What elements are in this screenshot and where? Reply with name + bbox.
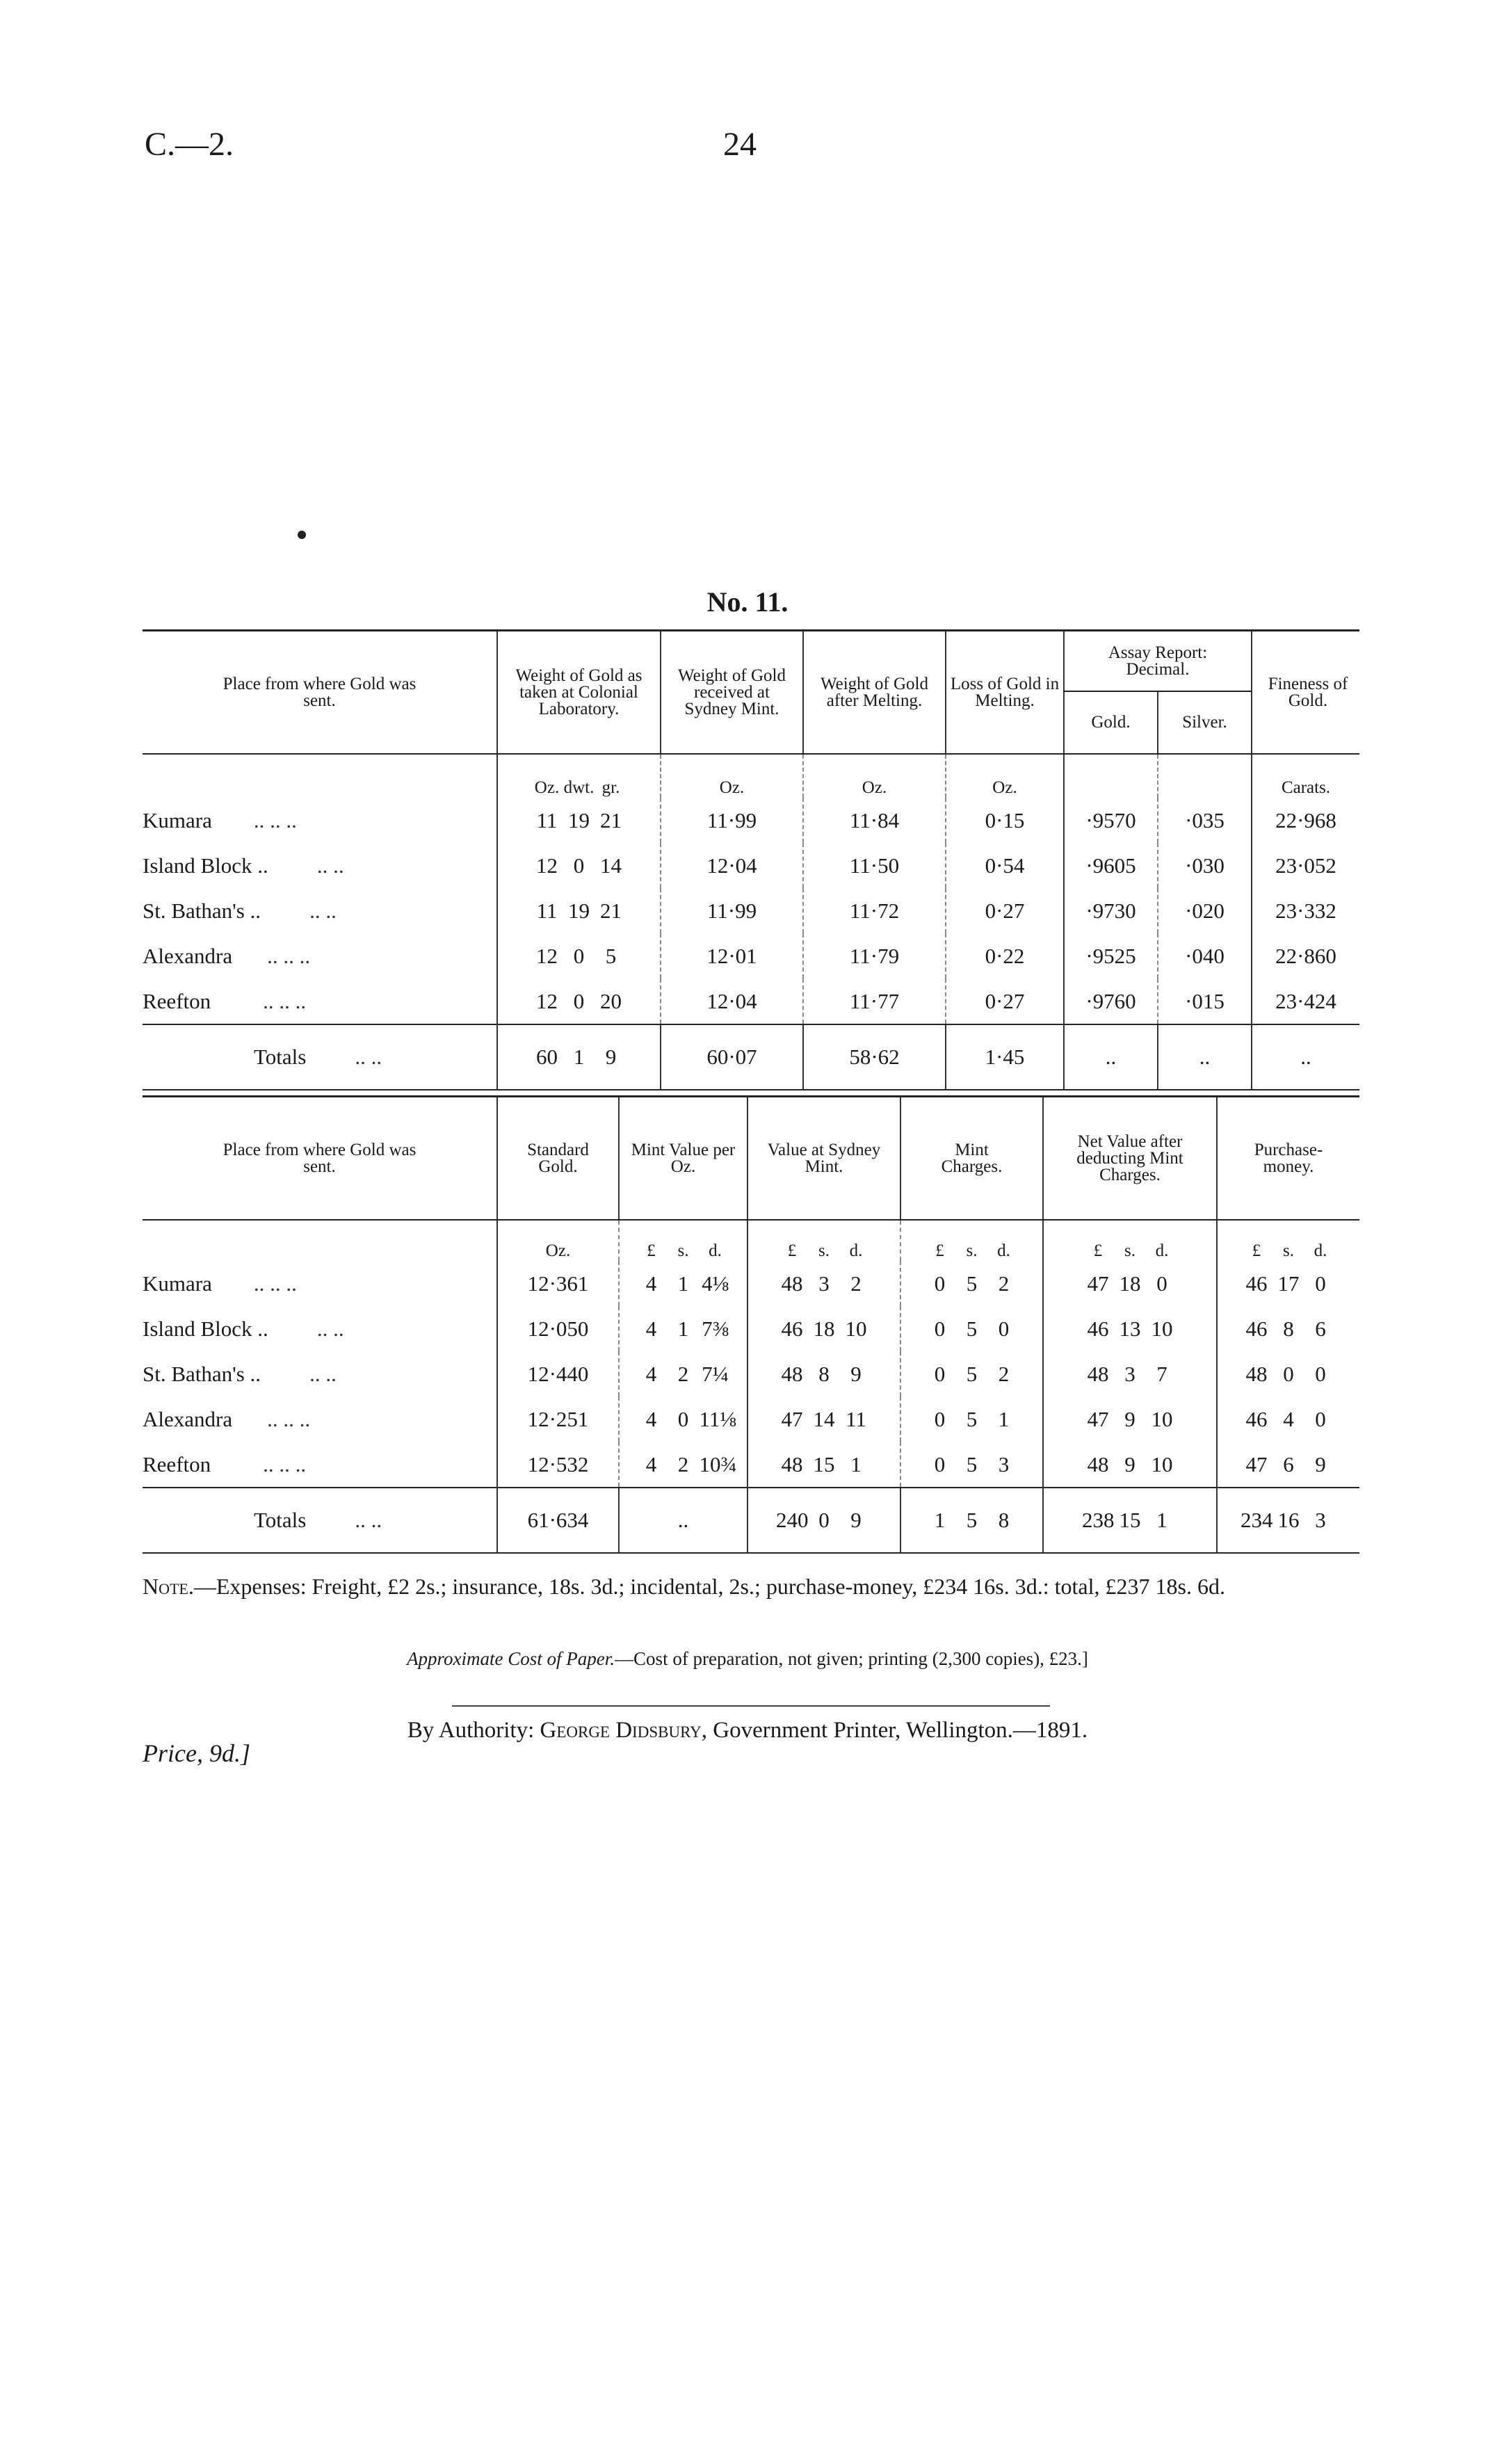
price: Price, 9d.]	[143, 1739, 250, 1767]
header-after-melting: Weight of Gold after Melting.	[821, 674, 928, 710]
leader-dots: .. .. ..	[263, 988, 307, 1013]
unit-shilling: s.	[818, 1241, 830, 1260]
header-place: Place from where Gold was sent.	[223, 674, 417, 710]
cell-loss: 0·22	[946, 933, 1064, 979]
total-pound: 234	[1241, 1508, 1273, 1532]
cell-gr: 14	[600, 853, 622, 878]
cell-shilling: 3	[818, 1271, 830, 1296]
total-pound: 240	[776, 1508, 809, 1532]
cell-assay-gold: ·9525	[1064, 933, 1158, 979]
table-row	[143, 1396, 1359, 1442]
cell-shilling: 8	[1283, 1316, 1294, 1341]
unit-pound: £	[787, 1241, 797, 1260]
table-row	[143, 888, 1359, 933]
cell-loss: 0·54	[946, 843, 1064, 888]
cell-shilling: 5	[966, 1361, 978, 1386]
cell-pence: 6	[1315, 1316, 1326, 1341]
header-mint-value: Mint Value per Oz.	[631, 1140, 736, 1176]
cell-fineness: 23·424	[1252, 979, 1359, 1024]
total-assay-gold: ..	[1064, 1024, 1158, 1090]
cell-oz: 11	[536, 898, 558, 923]
total-after: 58·62	[803, 1024, 946, 1090]
cell-shilling: 5	[966, 1271, 978, 1296]
table-row	[143, 933, 1359, 979]
row-place: St. Bathan's ..	[143, 898, 261, 923]
cell-pence: 1	[850, 1451, 862, 1476]
cell-after: 11·79	[803, 933, 946, 979]
leader-dots: .. ..	[316, 1316, 344, 1341]
cell-pound: 0	[934, 1406, 946, 1431]
cell-pence: 0	[998, 1316, 1010, 1341]
cell-loss: 0·27	[946, 979, 1064, 1024]
approx-text: —Cost of preparation, not given; printing (2,300 copies), £23.]	[615, 1648, 1088, 1669]
cell-dwt: 0	[573, 988, 585, 1013]
cell-pence: 2	[998, 1271, 1010, 1296]
cell-pound: 4	[645, 1451, 657, 1476]
totals-label: Totals	[254, 1508, 307, 1532]
table-row	[143, 843, 1359, 888]
cell-shilling: 2	[677, 1451, 689, 1476]
cell-standard: 12·440	[497, 1351, 619, 1396]
authority-suffix: , Government Printer, Wellington.—1891.	[701, 1718, 1088, 1743]
cell-after: 11·77	[803, 979, 946, 1024]
cell-pence: 10¾	[699, 1451, 737, 1476]
total-shilling: 15	[1119, 1508, 1141, 1532]
unit-shilling: s.	[677, 1241, 689, 1260]
cell-assay-silver: ·020	[1158, 888, 1252, 933]
document-series: C.—2.	[145, 126, 234, 163]
unit-pound: £	[935, 1241, 944, 1260]
cell-pence: 0	[1315, 1271, 1326, 1296]
cell-shilling: 18	[813, 1316, 835, 1341]
header-mint-charges: Mint Charges.	[941, 1140, 1003, 1176]
cell-shilling: 1	[677, 1271, 689, 1296]
total-assay-silver: ..	[1158, 1024, 1252, 1090]
header-net-value: Net Value after deducting Mint Charges.	[1076, 1132, 1183, 1184]
cell-shilling: 18	[1119, 1271, 1141, 1296]
cell-pound: 4	[645, 1406, 657, 1431]
cell-shilling: 0	[1283, 1361, 1294, 1386]
total-pence: 3	[1315, 1508, 1326, 1532]
unit-pound: £	[1093, 1241, 1103, 1260]
header-place: Place from where Gold was sent.	[223, 1140, 417, 1176]
table-row	[143, 798, 1359, 843]
unit-oz: Oz.	[803, 754, 946, 798]
cell-pound: 0	[934, 1451, 946, 1476]
unit-pound: £	[1252, 1241, 1261, 1260]
cell-loss: 0·15	[946, 798, 1064, 843]
unit-pence: d.	[997, 1241, 1010, 1260]
unit-pound: £	[647, 1241, 656, 1260]
cell-pound: 47	[1087, 1406, 1109, 1431]
cell-pound: 4	[645, 1361, 657, 1386]
table-title: No. 11.	[706, 586, 789, 618]
cell-shilling: 3	[1124, 1361, 1136, 1386]
unit-carats: Carats.	[1252, 754, 1359, 798]
row-place: Alexandra	[143, 1406, 233, 1431]
total-pence: 8	[998, 1508, 1010, 1532]
printer-name: George Didsbury	[540, 1718, 702, 1743]
total-oz: 60	[536, 1045, 558, 1069]
cell-pound: 46	[1087, 1316, 1109, 1341]
unit-pence: d.	[849, 1241, 863, 1260]
cell-shilling: 1	[677, 1316, 689, 1341]
approx-label: Approximate Cost of Paper.	[407, 1648, 615, 1669]
cell-pence: 10	[1151, 1316, 1173, 1341]
cell-pound: 48	[1087, 1451, 1109, 1476]
cell-assay-silver: ·040	[1158, 933, 1252, 979]
table-row	[143, 1442, 1359, 1488]
cell-sydney: 12·04	[661, 843, 803, 888]
cell-pound: 47	[1245, 1451, 1268, 1476]
cell-pound: 47	[781, 1406, 803, 1431]
header-purchase-money: Purchase-money.	[1254, 1140, 1323, 1176]
cell-pence: 1	[998, 1406, 1010, 1431]
total-pence: 1	[1156, 1508, 1167, 1532]
cell-gr: 20	[600, 988, 622, 1013]
table-row	[143, 1261, 1359, 1306]
totals-label: Totals	[254, 1045, 307, 1069]
cell-shilling: 15	[813, 1451, 835, 1476]
unit-shilling: s.	[966, 1241, 978, 1260]
cell-shilling: 0	[677, 1406, 689, 1431]
cell-pence: 9	[850, 1361, 862, 1386]
row-place: Reefton	[143, 1451, 211, 1476]
totals-row	[143, 1488, 1359, 1553]
ink-spot	[298, 531, 306, 539]
cell-assay-silver: ·030	[1158, 843, 1252, 888]
divider-rule	[452, 1705, 1050, 1707]
cell-sydney: 12·04	[661, 979, 803, 1024]
unit-gr: gr.	[601, 778, 620, 797]
total-fineness: ..	[1252, 1024, 1359, 1090]
expenses-note	[143, 1573, 1356, 1600]
table-row	[143, 979, 1359, 1024]
header-sydney-weight: Weight of Gold received at Sydney Mint.	[678, 666, 786, 718]
cell-pound: 48	[781, 1361, 803, 1386]
header-loss-melting: Loss of Gold in Melting.	[950, 674, 1060, 710]
header-colonial-weight: Weight of Gold as taken at Colonial Laboratory.	[515, 666, 643, 718]
cell-pound: 47	[1087, 1271, 1109, 1296]
cell-shilling: 9	[1124, 1406, 1136, 1431]
cell-sydney: 11·99	[661, 888, 803, 933]
cell-oz: 12	[536, 853, 558, 878]
cell-after: 11·84	[803, 798, 946, 843]
cell-assay-gold: ·9730	[1064, 888, 1158, 933]
cell-pence: 2	[850, 1271, 862, 1296]
cell-assay-gold: ·9570	[1064, 798, 1158, 843]
cell-pound: 48	[781, 1451, 803, 1476]
unit-oz: Oz.	[497, 1220, 619, 1261]
header-assay-report: Assay Report: Decimal.	[1108, 643, 1208, 679]
cell-after: 11·50	[803, 843, 946, 888]
cell-shilling: 4	[1283, 1406, 1294, 1431]
cell-pence: 4⅛	[702, 1271, 729, 1296]
cell-shilling: 2	[677, 1361, 689, 1386]
row-place: Island Block ..	[143, 853, 268, 878]
unit-oz: Oz.	[946, 754, 1064, 798]
cell-standard: 12·050	[497, 1306, 619, 1351]
cell-pence: 10	[1151, 1451, 1173, 1476]
total-shilling: 0	[818, 1508, 830, 1532]
cell-pound: 46	[1245, 1316, 1268, 1341]
cell-shilling: 5	[966, 1451, 978, 1476]
cell-pence: 10	[845, 1316, 867, 1341]
leader-dots: .. .. ..	[267, 1406, 311, 1431]
cell-pound: 48	[781, 1271, 803, 1296]
total-loss: 1·45	[946, 1024, 1064, 1090]
cell-gr: 21	[600, 807, 622, 832]
total-standard: 61·634	[497, 1488, 619, 1553]
cell-pound: 48	[1087, 1361, 1109, 1386]
totals-row	[143, 1024, 1359, 1090]
header-assay-silver: Silver.	[1158, 691, 1252, 754]
table1-body	[143, 798, 1359, 1090]
leader-dots: .. .. ..	[253, 1271, 297, 1296]
page-number: 24	[723, 126, 757, 163]
cell-dwt: 0	[573, 943, 585, 968]
total-gr: 9	[605, 1045, 617, 1069]
cell-pence: 2	[998, 1361, 1010, 1386]
cell-pence: 0	[1315, 1406, 1326, 1431]
row-place: St. Bathan's ..	[143, 1361, 261, 1386]
row-place: Reefton	[143, 988, 211, 1013]
leader-dots: .. ..	[316, 853, 344, 878]
cell-pence: 10	[1151, 1406, 1173, 1431]
cell-shilling: 17	[1277, 1271, 1300, 1296]
cell-fineness: 22·860	[1252, 933, 1359, 979]
cell-fineness: 22·968	[1252, 798, 1359, 843]
total-pound: 238	[1082, 1508, 1115, 1532]
cell-dwt: 0	[573, 853, 585, 878]
cell-shilling: 13	[1119, 1316, 1141, 1341]
note-text: —Expenses: Freight, £2 2s.; insurance, 18s. 3d.; incidental, 2s.; purchase-money, £234 16s. 3d.: total, £237 18s. 6d.	[193, 1574, 1225, 1599]
cell-pound: 4	[645, 1316, 657, 1341]
cell-pence: 7	[1156, 1361, 1167, 1386]
cell-sydney: 12·01	[661, 933, 803, 979]
cell-dwt: 19	[568, 807, 590, 832]
cell-shilling: 9	[1124, 1451, 1136, 1476]
header-value-sydney: Value at Sydney Mint.	[767, 1140, 881, 1176]
unit-pence: d.	[709, 1241, 722, 1260]
cell-sydney: 11·99	[661, 798, 803, 843]
cell-gr: 5	[605, 943, 617, 968]
cell-after: 11·72	[803, 888, 946, 933]
gold-weight-table	[143, 629, 1359, 1090]
leader-dots: .. ..	[309, 898, 337, 923]
row-place: Kumara	[143, 1271, 212, 1296]
cell-pound: 0	[934, 1271, 946, 1296]
unit-shilling: s.	[1283, 1241, 1294, 1260]
cell-assay-gold: ·9760	[1064, 979, 1158, 1024]
total-pence: 9	[850, 1508, 862, 1532]
cell-shilling: 5	[966, 1406, 978, 1431]
total-dwt: 1	[573, 1045, 585, 1069]
leader-dots: .. ..	[355, 1045, 382, 1069]
table-row	[143, 1351, 1359, 1396]
cell-assay-silver: ·015	[1158, 979, 1252, 1024]
row-place: Island Block ..	[143, 1316, 268, 1341]
cell-standard: 12·251	[497, 1396, 619, 1442]
cell-assay-gold: ·9605	[1064, 843, 1158, 888]
cell-oz: 11	[536, 807, 558, 832]
cell-standard: 12·361	[497, 1261, 619, 1306]
cell-pence: 0	[1315, 1361, 1326, 1386]
cell-pence: 9	[1315, 1451, 1326, 1476]
cell-pound: 48	[1245, 1361, 1268, 1386]
cell-shilling: 14	[813, 1406, 835, 1431]
authority-prefix: By Authority:	[407, 1718, 540, 1743]
unit-pence: d.	[1155, 1241, 1169, 1260]
cell-assay-silver: ·035	[1158, 798, 1252, 843]
header-assay-gold: Gold.	[1064, 691, 1158, 754]
cell-pound: 46	[1245, 1406, 1268, 1431]
cell-standard: 12·532	[497, 1442, 619, 1488]
cell-fineness: 23·052	[1252, 843, 1359, 888]
row-place: Alexandra	[143, 943, 233, 968]
note-label: Note.	[143, 1574, 194, 1599]
cell-pence: 7¼	[702, 1361, 729, 1386]
cell-oz: 12	[536, 943, 558, 968]
leader-dots: .. .. ..	[267, 943, 311, 968]
total-sydney: 60·07	[661, 1024, 803, 1090]
leader-dots: .. .. ..	[253, 807, 297, 832]
cell-gr: 21	[600, 898, 622, 923]
unit-oz: Oz.	[661, 754, 803, 798]
cell-pence: 7⅜	[702, 1316, 729, 1341]
unit-pence: d.	[1314, 1241, 1327, 1260]
table2-body	[143, 1261, 1359, 1553]
cell-pound: 4	[645, 1271, 657, 1296]
unit-oz: Oz.	[534, 778, 560, 797]
approx-cost	[0, 1648, 1495, 1670]
unit-shilling: s.	[1124, 1241, 1136, 1260]
unit-dwt: dwt.	[563, 778, 595, 797]
table-row	[143, 1306, 1359, 1351]
leader-dots: .. .. ..	[263, 1451, 307, 1476]
cell-shilling: 8	[818, 1361, 830, 1386]
cell-pound: 46	[781, 1316, 803, 1341]
total-shilling: 5	[966, 1508, 978, 1532]
leader-dots: .. ..	[355, 1508, 382, 1532]
cell-pound: 0	[934, 1361, 946, 1386]
header-fineness: Fineness of Gold.	[1268, 674, 1348, 710]
leader-dots: .. ..	[309, 1361, 337, 1386]
cell-pence: 11⅛	[699, 1406, 736, 1431]
cell-oz: 12	[536, 988, 558, 1013]
cell-pence: 11	[846, 1406, 866, 1431]
total-mint-value: ..	[619, 1488, 748, 1553]
cell-loss: 0·27	[946, 888, 1064, 933]
cell-dwt: 19	[568, 898, 590, 923]
cell-pound: 46	[1245, 1271, 1268, 1296]
total-shilling: 16	[1277, 1508, 1300, 1532]
cell-pence: 3	[998, 1451, 1010, 1476]
total-pound: 1	[934, 1508, 946, 1532]
cell-pound: 0	[934, 1316, 946, 1341]
cell-shilling: 6	[1283, 1451, 1294, 1476]
row-place: Kumara	[143, 807, 212, 832]
gold-value-table	[143, 1095, 1359, 1554]
cell-shilling: 5	[966, 1316, 978, 1341]
header-standard-gold: Standard Gold.	[527, 1140, 589, 1176]
cell-fineness: 23·332	[1252, 888, 1359, 933]
cell-pence: 0	[1156, 1271, 1167, 1296]
